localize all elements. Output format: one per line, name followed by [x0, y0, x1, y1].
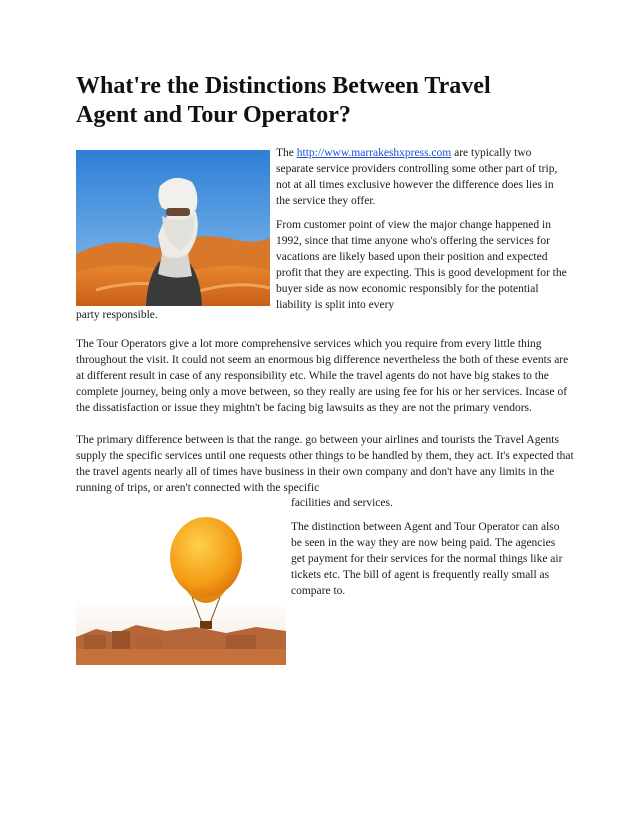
marrakeshxpress-link[interactable]: http://www.marrakeshxpress.com	[296, 147, 452, 159]
intro-paragraph: The http://www.marrakeshxpress.com are typically two separate service providers controlling some other part of trip, not at all times exclusive however the difference does lies in the service they offer.	[276, 147, 558, 207]
primary-difference-paragraph-end: facilities and services.	[291, 497, 393, 509]
payment-paragraph: The distinction between Agent and Tour Operator can also be seen in the way they are now being paid. The agencies get payment for their services for the normal things like air tickets etc. The bill of agent is frequently really small as compare to.	[291, 521, 563, 597]
customer-view-paragraph-end: party responsible.	[76, 309, 158, 321]
page-title: What're the Distinctions Between Travel Agent and Tour Operator?	[76, 73, 491, 128]
tour-operators-paragraph: The Tour Operators give a lot more comprehensive services which you require from every little thing throughout the visit. It could not seem an enormous big difference nevertheless the both of these events are at different result in case of any responsibility etc. While the travel agents do not have big stakes to the complete journey, being only a move between, so they really are using fee for his or her services. Incase of the dissatisfaction or issue they mightn't be facing big lawsuits as they are not the primary vendors.	[76, 338, 569, 414]
customer-view-paragraph: From customer point of view the major change happened in 1992, since that time anyone who's offering the services for vacations are likely based upon their position and expected profit that they are expecting. This is good development for the buyer side as now economic responsibly for the potential liability is split into every	[276, 219, 567, 311]
primary-difference-paragraph: The primary difference between is that the range. go between your airlines and tourists the Travel Agents supply the specific services until one requests other things to be handled by them, they act. It's expected that the travel agents nearly all of times have business in their own company and don't have any limits in the running of trips, or aren't connected with the specific	[76, 434, 574, 494]
desert-traveler-photo	[76, 150, 270, 306]
hot-air-balloon-photo	[76, 517, 286, 665]
